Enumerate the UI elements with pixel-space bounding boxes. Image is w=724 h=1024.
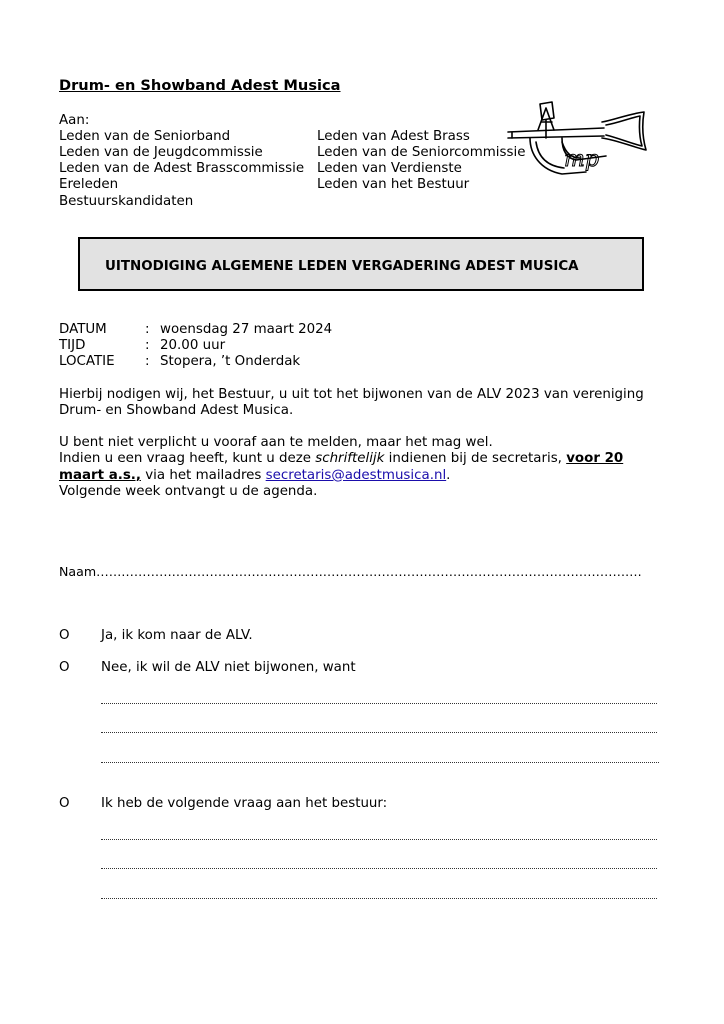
detail-separator: : (145, 338, 150, 353)
notice-paragraph (59, 435, 659, 501)
email-link[interactable]: secretaris@adestmusica.nl (265, 467, 447, 483)
notice-line: U bent niet verplicht u vooraf aan te melden, maar het mag wel. (59, 435, 493, 450)
detail-label: LOCATIE (59, 354, 115, 369)
document-title: Drum- en Showband Adest Musica (59, 77, 341, 94)
recipient-item: Leden van de Seniorband (59, 129, 231, 144)
recipient-item: Leden van Verdienste (317, 161, 462, 176)
intro-line: Hierbij nodigen wij, het Bestuur, u uit tot het bijwonen van de ALV 2023 van vereniging (59, 387, 644, 402)
answer-line[interactable] (101, 839, 657, 840)
recipient-item: Ereleden (59, 177, 119, 192)
option-marker[interactable]: O (59, 796, 70, 811)
intro-line: Drum- en Showband Adest Musica. (59, 403, 294, 419)
answer-line[interactable] (101, 703, 657, 704)
recipient-item: Leden van de Adest Brasscommissie (59, 161, 305, 176)
recipient-item: Leden van de Seniorcommissie (317, 145, 526, 160)
recipient-item: Bestuurskandidaten (59, 194, 194, 209)
option-question: Ik heb de volgende vraag aan het bestuur: (101, 796, 388, 811)
option-attend: Ja, ik kom naar de ALV. (101, 628, 253, 643)
detail-label: TIJD (59, 338, 86, 353)
recipients-label: Aan: (59, 113, 90, 128)
notice-line: maart a.s., via het mailadres secretaris@adestmusica.nl. (59, 467, 451, 483)
detail-value-location: Stopera, ’t Onderdak (160, 354, 301, 369)
notice-line: Indien u een vraag heeft, kunt u deze schriftelijk indienen bij de secretaris, voor 20 (59, 451, 624, 467)
banner-title: UITNODIGING ALGEMENE LEDEN VERGADERING ADEST MUSICA (105, 259, 579, 274)
deadline-text: maart a.s., (59, 467, 141, 483)
name-field[interactable]: Naam…………………………………………………………………………………………………………………. (59, 564, 642, 579)
emphasis-text: schriftelijk (315, 451, 385, 467)
detail-separator: : (145, 354, 150, 369)
answer-line[interactable] (101, 898, 657, 899)
detail-separator: : (145, 322, 150, 337)
option-decline: Nee, ik wil de ALV niet bijwonen, want (101, 660, 356, 675)
detail-label: DATUM (59, 322, 107, 337)
answer-line[interactable] (101, 762, 659, 763)
option-marker[interactable]: O (59, 660, 70, 675)
answer-line[interactable] (101, 732, 657, 733)
recipient-item: Leden van Adest Brass (317, 129, 470, 144)
intro-paragraph (59, 387, 659, 420)
notice-line: Volgende week ontvangt u de agenda. (59, 484, 318, 500)
recipient-item: Leden van de Jeugdcommissie (59, 145, 263, 160)
detail-value-date: woensdag 27 maart 2024 (160, 322, 333, 337)
detail-value-time: 20.00 uur (160, 338, 226, 353)
invitation-banner (78, 237, 644, 291)
option-marker[interactable]: O (59, 628, 70, 643)
recipient-item: Leden van het Bestuur (317, 177, 470, 192)
deadline-text: voor 20 (566, 451, 624, 467)
answer-line[interactable] (101, 868, 657, 869)
logo-script: mp (564, 147, 599, 172)
trumpet-logo-icon (506, 98, 650, 182)
